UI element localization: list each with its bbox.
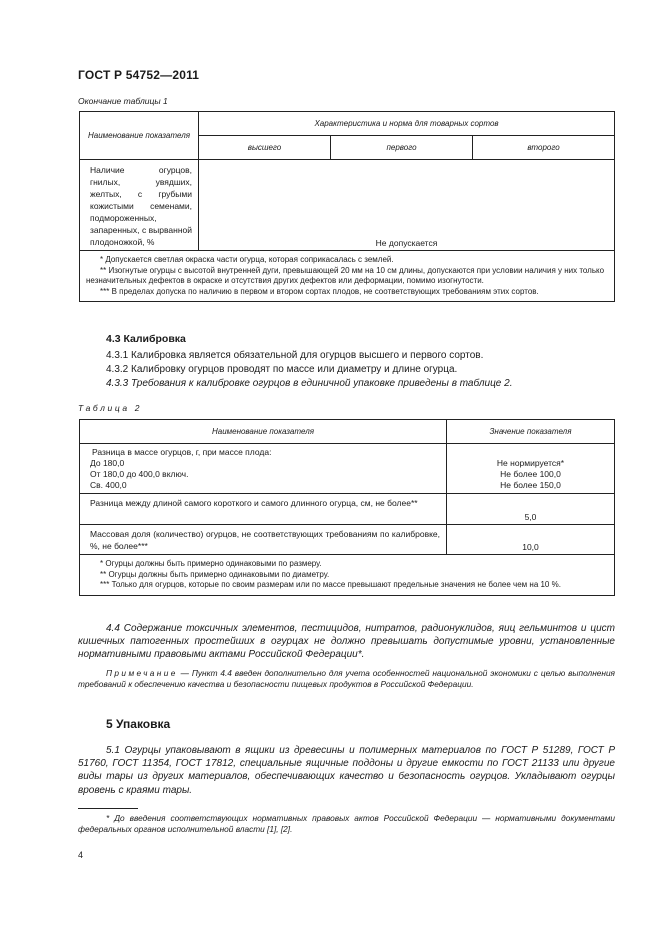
section-4-3-1: 4.3.1 Калибровка является обязательной для огурцов высшего и первого сортов. — [106, 350, 484, 361]
t1-grade-higher: высшего — [199, 136, 331, 160]
t1-notes — [80, 251, 615, 302]
table-2 — [79, 419, 615, 596]
table2-caption: Таблица 2 — [78, 403, 143, 413]
t2-notes — [80, 555, 615, 596]
table1-caption: Окончание таблицы 1 — [78, 96, 168, 106]
section-4-3-2: 4.3.2 Калибровку огурцов проводят по массе или диаметру и длине огурца. — [106, 364, 458, 375]
t2-row-3-name: Массовая доля (количество) огурцов, не соответствующих требованиям по калибровке, %, не более*** — [80, 525, 447, 555]
t2-header-name: Наименование показателя — [80, 420, 447, 444]
t1-row-name: Наличие огурцов, гнилых, увядших, желтых, с грубыми кожистыми семенами, подмороженных, запаренных, с вырванной плодоножкой, % — [80, 160, 199, 251]
t1-note-3: *** В пределах допуска по наличию в первом и втором сортах плодов, не соответствующих требованиям этих сортов. — [100, 286, 539, 296]
t2-header-value: Значение показателя — [447, 420, 615, 444]
t2-row-2-value: 5,0 — [447, 494, 615, 525]
t1-note-2: ** Изогнутые огурцы с высотой внутренней дуги, превышающей 20 мм на 10 см длины, допускаются при условии наличия у них только незначительных дефектов в окраске и отсутствия других дефектов или деформации, помимо изогнутости. — [86, 265, 605, 286]
note-label: Примечание — [106, 668, 178, 678]
page-number: 4 — [78, 850, 84, 860]
t2-row-1-name: Разница в массе огурцов, г, при массе плода: До 180,0 От 180,0 до 400,0 включ. Св. 400,0 — [80, 444, 447, 494]
t2-note-1: * Огурцы должны быть примерно одинаковыми по размеру. — [100, 559, 322, 568]
table-1 — [79, 111, 615, 302]
t1-header-group: Характеристика и норма для товарных сортов — [199, 112, 615, 136]
t2-note-2: ** Огурцы должны быть примерно одинаковыми по диаметру. — [100, 569, 330, 579]
t1-header-name: Наименование показателя — [80, 112, 199, 160]
section-4-4-note — [78, 668, 615, 690]
footnote: * До введения соответствующих нормативных правовых актов Российской Федерации — нормативными документами федеральных органов исполнительной власти [1], [2]. — [78, 813, 615, 834]
section-5-title: 5 Упаковка — [106, 717, 171, 731]
t2-row-3-value: 10,0 — [447, 525, 615, 555]
t1-note-1: * Допускается светлая окраска части огурца, которая соприкасалась с землей. — [100, 255, 394, 264]
note-text: — Пункт 4.4 введен дополнительно для учета особенностей национальной экономики с целью выполнения требований к обеспечению качества и безопасности пищевых продуктов в Российской Федерации. — [78, 668, 615, 689]
t2-row-1-value: Не нормируется* Не более 100,0 Не более 150,0 — [447, 444, 615, 494]
t2-row-2-name: Разница между длиной самого короткого и самого длинного огурца, см, не более** — [80, 494, 447, 525]
t1-row-value: Не допускается — [199, 160, 615, 251]
section-4-3-3: 4.3.3 Требования к калибровке огурцов в единичной упаковке приведены в таблице 2. — [106, 378, 513, 389]
section-4-4: 4.4 Содержание токсичных элементов, пестицидов, нитратов, радионуклидов, яиц гельминтов и цист кишечных патогенных простейших в огурцах не должно превышать допустимые уровни, установленные нормативными правовыми актами Российской Федерации*. — [78, 623, 615, 661]
section-5-1: 5.1 Огурцы упаковывают в ящики из древесины и полимерных материалов по ГОСТ Р 51289, ГОСТ Р 51760, ГОСТ 11354, ГОСТ 17812, специальные ящичные поддоны и другие емкости по ГОСТ 21133 или другие виды тары из других материалов, обеспечивающих качество и безопасность огурцов. Укладывают огурцы вровень с краями тары. — [78, 745, 615, 796]
t1-grade-first: первого — [331, 136, 473, 160]
section-4-3-title: 4.3 Калибровка — [106, 333, 186, 345]
footnote-separator — [78, 808, 138, 809]
t2-note-3: *** Только для огурцов, которые по своим размерам или по массе превышают предельные значения не более чем на 10 %. — [100, 580, 561, 590]
t1-grade-second: второго — [473, 136, 615, 160]
document-code: ГОСТ Р 54752—2011 — [78, 68, 200, 82]
